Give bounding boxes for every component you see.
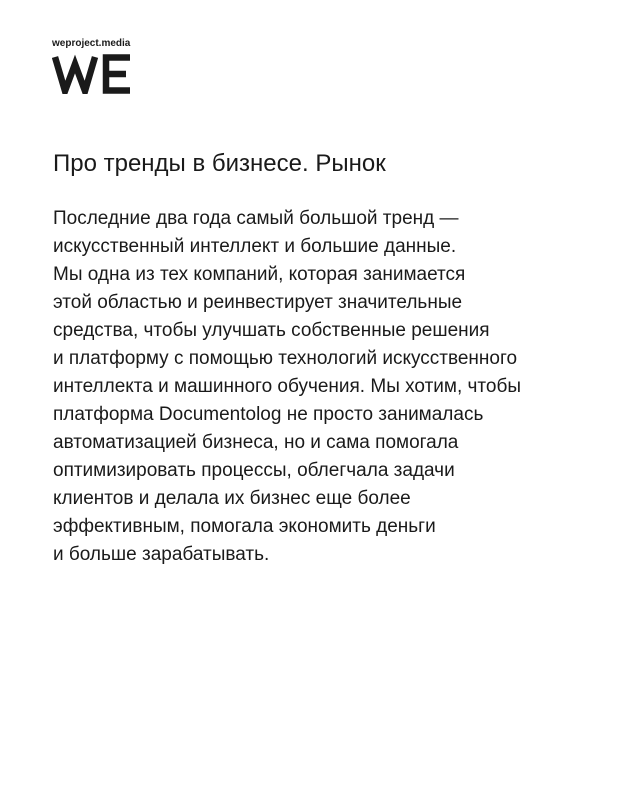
paragraph-line: Мы одна из тех компаний, которая занимается (53, 264, 466, 285)
paragraph-line: оптимизировать процессы, облегчала задачи (53, 460, 455, 481)
paragraph-line: и больше зарабатывать. (53, 544, 270, 565)
paragraph-line: и платформу с помощью технологий искусственного (53, 348, 518, 369)
paragraph-line: платформа Documentolog не просто занималась (53, 404, 484, 425)
body-paragraph (53, 205, 613, 569)
paragraph-line: клиентов и делала их бизнес еще более (53, 488, 411, 509)
paragraph-line: эффективным, помогала экономить деньги (53, 516, 436, 537)
brand-block (52, 38, 172, 94)
brand-site-url: weproject.media (52, 38, 131, 49)
paragraph-line: этой областью и реинвестирует значительные (53, 292, 463, 313)
paragraph-line: Последние два года самый большой тренд — (53, 208, 459, 229)
paragraph-line: средства, чтобы улучшать собственные решения (53, 320, 490, 341)
paragraph-line: искусственный интеллект и большие данные. (53, 236, 457, 257)
paragraph-line: автоматизацией бизнеса, но и сама помогала (53, 432, 459, 453)
paragraph-line: интеллекта и машинного обучения. Мы хотим, чтобы (53, 376, 521, 397)
page-title: Про тренды в бизнесе. Рынок (53, 150, 386, 177)
we-logo (52, 54, 134, 94)
